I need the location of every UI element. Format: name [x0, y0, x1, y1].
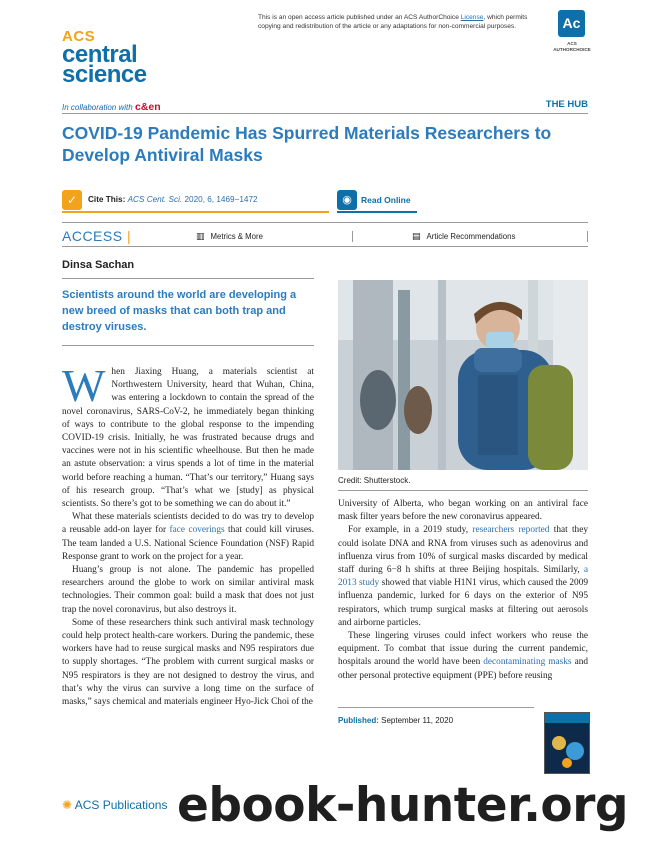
watermark: ebook-hunter.org: [177, 778, 629, 833]
study-2013-link[interactable]: a 2013 study: [338, 565, 588, 589]
journal-logo-central: central: [62, 41, 138, 68]
authorchoice-caption: ACS AUTHORCHOICE: [553, 41, 591, 52]
header-divider: [62, 113, 588, 114]
access-bottom-rule: [62, 246, 588, 247]
article-title: COVID-19 Pandemic Has Spurred Materials Researchers to Develop Antiviral Masks: [62, 123, 552, 165]
access-top-rule: [62, 222, 588, 223]
globe-icon[interactable]: ◉: [337, 190, 357, 210]
subway-mask-photo: [338, 280, 588, 470]
right-column-text: University of Alberta, who began working on an antiviral face mask filter years before the new coronavirus appeared. For example, in a 2019 study, researchers reported that they could isolate DNA and RNA from viruses such as adenovirus and influenza virus from 10% of surgical masks discarded by medical staff during 6−8 h shifts at three Beijing hospitals. Similarly, a 2013 study showed that viable H1N1 virus, which caused the 2009 influenza pandemic, lurked for 6 days on the exterior of N95 respirators, which trump surgical masks at filtering out aerosols and airborne particles. These lingering viruses could infect workers who reuse the equipment. To combat that issue during the current pandemic, hospitals around the world have been decontaminating masks and other personal protective equipment (PPE) before reusing: [338, 499, 588, 681]
license-link[interactable]: License: [460, 14, 484, 21]
access-label: ACCESS |: [62, 228, 132, 244]
bar-chart-icon: ▥: [196, 232, 205, 242]
abstract-divider: [62, 345, 314, 346]
section-label: THE HUB: [545, 99, 588, 110]
published-date: Published: September 11, 2020: [338, 716, 454, 725]
document-icon: ▤: [412, 232, 421, 242]
journal-cover-thumbnail[interactable]: [544, 712, 590, 774]
photo-credit: Credit: Shutterstock.: [338, 476, 411, 485]
published-divider: [338, 707, 534, 708]
left-column-text: When Jiaxing Huang, a materials scientist at Northwestern University, heard that Wuhan, China, was entering a lockdown to contain the spread of the novel coronavirus, SARS-CoV-2, he immediately began thinking of ways to contribute to the global response to the impending COVID-19 crisis. Initially, he was frustrated because drugs and vaccines were not in his scientific wheelhouse. But then he made an astute observation: a virus spends a lot of time in the material world before reaching a human. “That’s our territory,” Huang says of his research group. “That’s what we [study] as physical scientists. So there’s got to be something we can do about it.” What these materials scientists decided to do was try to develop a reusable add-on layer for face coverings that could kill viruses. The team landed a U.S. National Science Foundation (NSF) Rapid Response grant to work on the project for a year. Huang’s group is not alone. The pandemic has propelled researchers around the globe to work on similar antiviral mask technologies. Their common goal: build a mask that does not just trap the novel coronavirus, but also destroys it. Some of these researchers think such antiviral mask technology could help protect health-care workers. During the pandemic, these workers have had to reuse surgical masks and N95 respirators due to supply shortages. “The problem with current surgical masks or N95 respirators is they are not designed to destroy the virus, and that’s why the virus can survive a long time on the surface of masks,” says chemical and materials engineer Hyo-Jick Choi of the: [62, 366, 314, 708]
decontaminating-masks-link[interactable]: decontaminating masks: [483, 657, 572, 668]
author-divider: [62, 278, 314, 279]
journal-logo-science: science: [62, 61, 147, 88]
credit-divider: [338, 490, 588, 491]
abstract-text: Scientists around the world are developing a new breed of masks that can both trap and destroy viruses.: [62, 289, 297, 333]
drop-cap: W: [62, 366, 106, 411]
read-online-link[interactable]: Read Online: [361, 195, 411, 205]
cite-this[interactable]: Cite This: ACS Cent. Sci. 2020, 6, 1469−1472: [88, 195, 258, 204]
read-underline: [337, 211, 417, 213]
face-coverings-link[interactable]: face coverings: [169, 525, 225, 536]
journal-logo-acs: ACS: [62, 28, 96, 45]
collaboration-note: In collaboration with c&en: [62, 101, 161, 113]
access-separator: [352, 231, 353, 242]
cite-icon[interactable]: ✓: [62, 190, 82, 210]
recommendations-link[interactable]: ▤ Article Recommendations: [412, 232, 516, 242]
authorchoice-badge: Ac: [558, 10, 585, 37]
cite-underline: [62, 211, 329, 213]
access-separator: [587, 231, 588, 242]
open-access-notice: This is an open access article published under an ACS AuthorChoice License, which permits copying and redistribution of the article or any adaptations for non-commercial purposes.: [258, 14, 528, 30]
cen-logo: c&en: [134, 101, 161, 113]
acs-publications-logo: ✺ ACS Publications: [62, 798, 168, 812]
metrics-link[interactable]: ▥ Metrics & More: [196, 232, 263, 242]
researchers-reported-link[interactable]: researchers reported: [472, 525, 550, 536]
author-name: Dinsa Sachan: [62, 259, 135, 271]
